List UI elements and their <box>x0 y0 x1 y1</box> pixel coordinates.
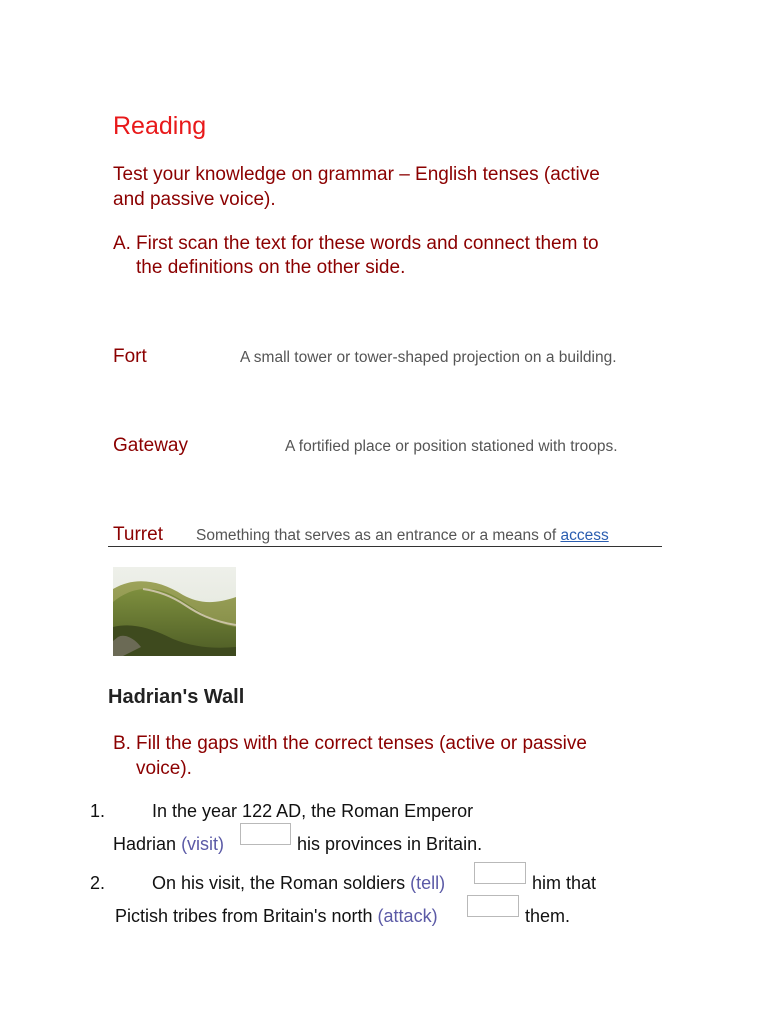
gap-input-3[interactable] <box>467 895 519 917</box>
task-b-line-1: Fill the gaps with the correct tenses (active or passive <box>136 733 587 754</box>
question-1-number: 1. <box>90 801 106 821</box>
question-1-line-2 <box>113 834 224 855</box>
verb-hint-attack: (attack) <box>377 906 438 926</box>
definition-2: A fortified place or position stationed with troops. <box>285 438 618 455</box>
divider-line <box>108 546 662 547</box>
task-a-line-2: the definitions on the other side. <box>136 257 406 278</box>
question-2-line-2-end: them. <box>525 906 571 926</box>
question-2-text-start: On his visit, the Roman soldiers <box>152 873 406 893</box>
task-b-line-2: voice). <box>136 758 192 779</box>
intro-line-2: and passive voice). <box>113 189 276 210</box>
task-a-line-1: First scan the text for these words and connect them to <box>136 233 599 254</box>
access-link[interactable]: access <box>560 527 609 544</box>
section-title: Hadrian's Wall <box>108 686 245 708</box>
definition-3-text: Something that serves as an entrance or a means of <box>196 527 561 544</box>
question-2-line-2-start: Pictish tribes from Britain's north <box>115 906 373 926</box>
definition-1: A small tower or tower-shaped projection on a building. <box>240 349 617 366</box>
hadrians-wall-photo <box>113 567 236 656</box>
question-2-line-1 <box>152 873 445 894</box>
term-gateway: Gateway <box>113 435 188 456</box>
question-2-line-1-end: him that <box>532 873 597 893</box>
question-1-line-1: In the year 122 AD, the Roman Emperor <box>152 801 474 821</box>
question-1-text-start: Hadrian <box>113 834 177 854</box>
gap-input-2[interactable] <box>474 862 526 884</box>
verb-hint-tell: (tell) <box>410 873 446 893</box>
task-a-marker: A. <box>113 233 131 254</box>
intro-line-1: Test your knowledge on grammar – English tenses (active <box>113 164 600 185</box>
question-1-text-end: his provinces in Britain. <box>297 834 483 854</box>
definition-3 <box>196 527 609 545</box>
gap-input-1[interactable] <box>240 823 291 845</box>
question-2-number: 2. <box>90 873 106 893</box>
term-fort: Fort <box>113 346 147 367</box>
term-turret: Turret <box>113 524 163 545</box>
verb-hint-visit: (visit) <box>181 834 225 854</box>
question-2-line-2 <box>115 906 438 927</box>
page-heading: Reading <box>113 112 207 140</box>
task-b-marker: B. <box>113 733 131 754</box>
